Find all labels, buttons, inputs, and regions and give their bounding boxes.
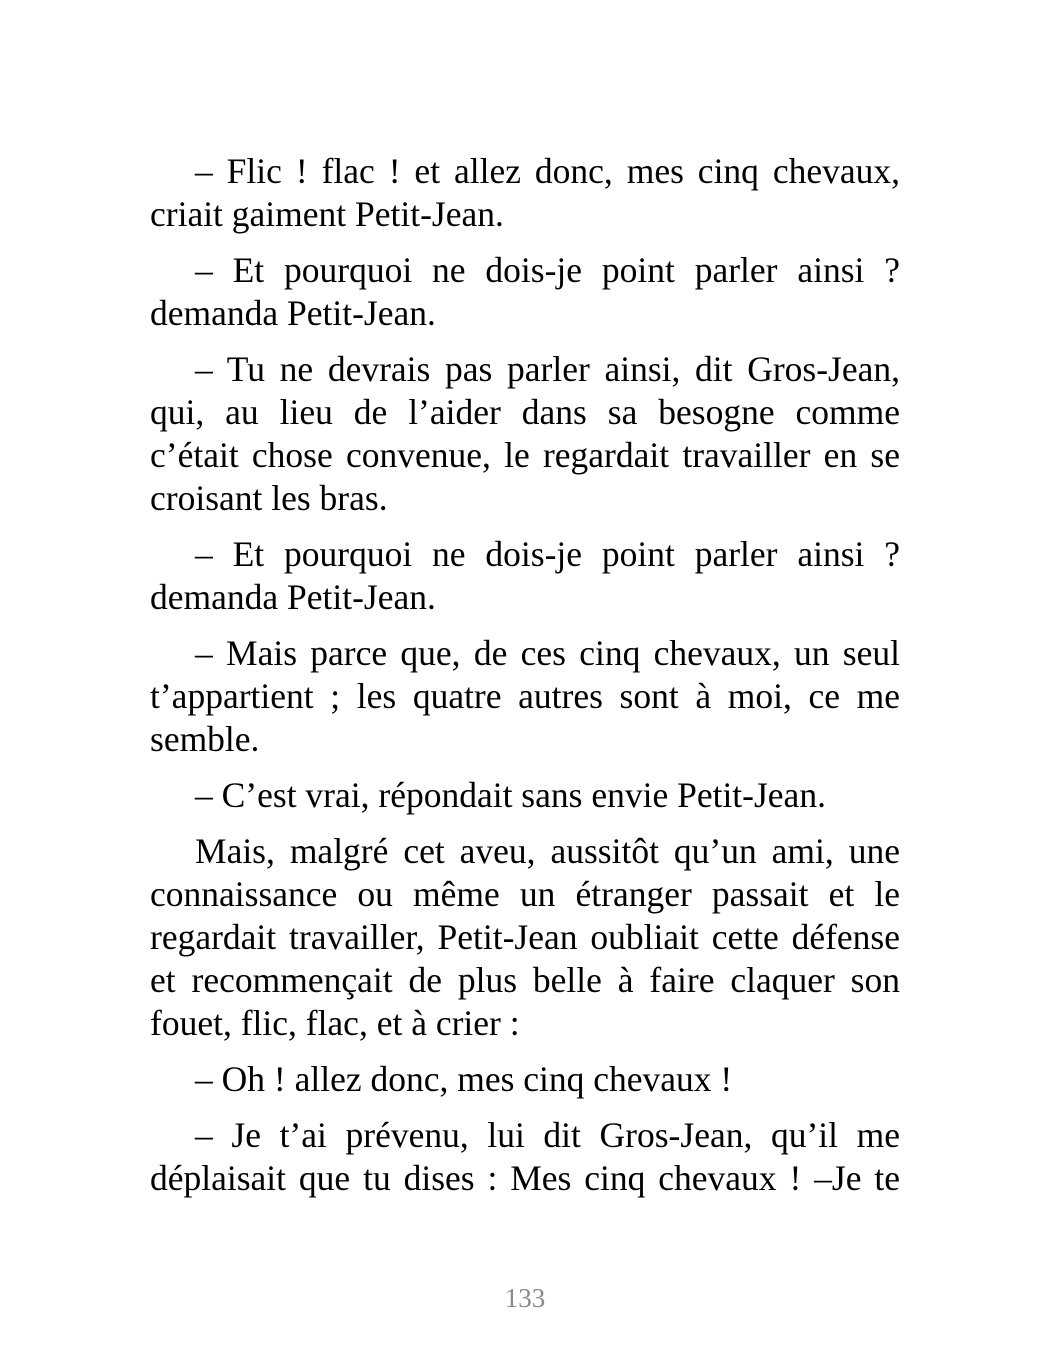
paragraph-4: – Et pourquoi ne dois-je point parler ainsi ? demanda Petit-Jean. bbox=[150, 534, 900, 617]
body-text bbox=[150, 150, 900, 1213]
paragraph-9: – Je t’ai prévenu, lui dit Gros-Jean, qu’il me déplaisait que tu dises : Mes cinq chevaux ! –Je te bbox=[150, 1115, 900, 1198]
paragraph-8: – Oh ! allez donc, mes cinq chevaux ! bbox=[195, 1059, 733, 1099]
paragraph-7: Mais, malgré cet aveu, aussitôt qu’un ami, une connaissance ou même un étranger passait et le regardait travailler, Petit-Jean oubliait cette défense et recommençait de plus belle à faire claquer son fouet, flic, flac, et à crier : bbox=[150, 831, 900, 1043]
paragraph-6: – C’est vrai, répondait sans envie Petit-Jean. bbox=[195, 775, 826, 815]
paragraph-2: – Et pourquoi ne dois-je point parler ainsi ? demanda Petit-Jean. bbox=[150, 250, 900, 333]
page-number: 133 bbox=[504, 1283, 546, 1313]
paragraph-5: – Mais parce que, de ces cinq chevaux, un seul t’appartient ; les quatre autres sont à moi, ce me semble. bbox=[150, 633, 900, 759]
paragraph-1: – Flic ! flac ! et allez donc, mes cinq chevaux, criait gaiment Petit-Jean. bbox=[150, 151, 900, 234]
paragraph-3: – Tu ne devrais pas parler ainsi, dit Gros-Jean, qui, au lieu de l’aider dans sa besogne comme c’était chose convenue, le regardait travailler en se croisant les bras. bbox=[150, 349, 900, 518]
